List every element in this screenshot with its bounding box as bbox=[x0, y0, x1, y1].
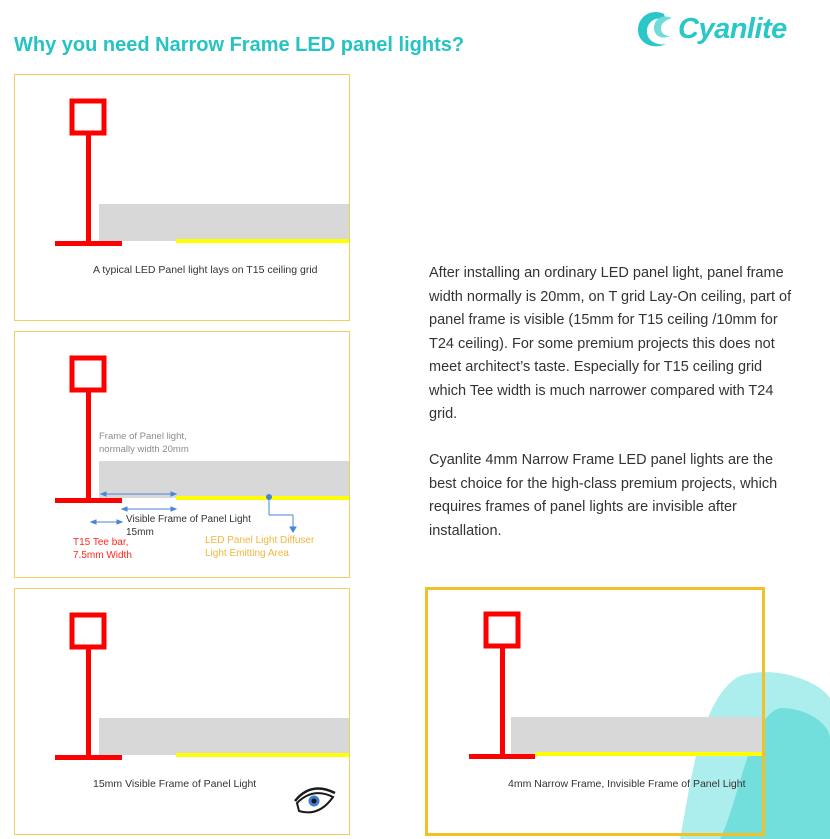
narrow-frame-diagram bbox=[428, 590, 765, 836]
diagram-panel-narrow-frame bbox=[425, 587, 765, 836]
diagram-panel-dimensions bbox=[14, 331, 350, 578]
swirl-logo-icon bbox=[634, 6, 678, 52]
diffuser-label-line2: Light Emitting Area bbox=[205, 548, 289, 559]
cyanlite-paragraph: Cyanlite 4mm Narrow Frame LED panel lights are the best choice for the high-class premium projects, which requires frames of panel lights are invisible after installation. bbox=[429, 452, 778, 539]
visible-frame-label-line1: Visible Frame of Panel Light bbox=[126, 514, 251, 525]
panel-caption: 4mm Narrow Frame, Invisible Frame of Panel Light bbox=[508, 778, 746, 790]
panel-caption: 15mm Visible Frame of Panel Light bbox=[93, 778, 257, 790]
panel-caption: A typical LED Panel light lays on T15 ceiling grid bbox=[93, 264, 318, 276]
eye-icon bbox=[295, 789, 335, 813]
frame-label-line1: Frame of Panel light, bbox=[99, 431, 187, 442]
visible-frame-label-line2: 15mm bbox=[126, 527, 154, 538]
tee-bar-diagram bbox=[15, 589, 350, 835]
tee-bar-label-line2: 7.5mm Width bbox=[73, 550, 132, 561]
diagram-panel-visible-frame bbox=[14, 588, 350, 835]
page-title: Why you need Narrow Frame LED panel lights? bbox=[14, 34, 465, 56]
tee-bar-diagram bbox=[15, 75, 350, 321]
brand-name: Cyanlite bbox=[678, 13, 787, 45]
tee-bar-label-line1: T15 Tee bar, bbox=[73, 537, 129, 548]
intro-paragraph: After installing an ordinary LED panel light, panel frame width normally is 20mm, on T grid Lay-On ceiling, part of panel frame is visible (15mm for T15 ceiling /10mm for T24 ceiling). For some premium projects this does not meet architect’s taste. Especially for T15 ceiling grid which Tee width is much narrower compared with T24 grid. bbox=[429, 265, 792, 422]
brand-logo bbox=[634, 6, 794, 56]
diffuser-label-line1: LED Panel Light Diffuser bbox=[205, 535, 315, 546]
diagram-panel-typical bbox=[14, 74, 350, 321]
frame-label-line2: normally width 20mm bbox=[99, 444, 189, 455]
